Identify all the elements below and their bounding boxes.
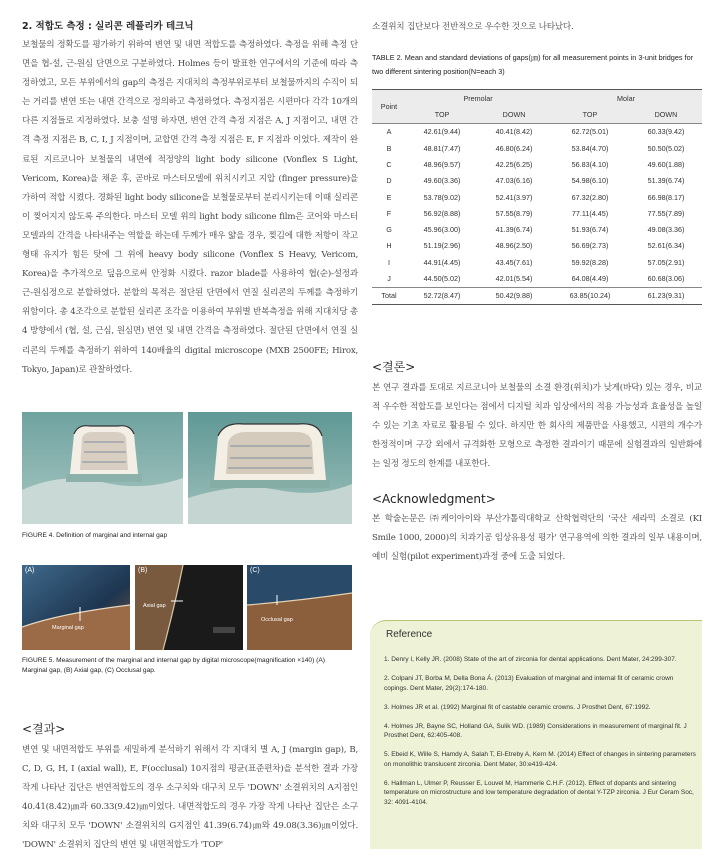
figure-5-panel-b-label: (B): [138, 567, 148, 574]
left-column: [22, 18, 358, 380]
cell: 52.61(6.34): [647, 241, 685, 251]
right-column: [372, 18, 702, 305]
table-row: [372, 221, 702, 237]
cell: 77.55(7.89): [647, 208, 685, 218]
table-2-caption: TABLE 2. Mean and standard deviations of gaps(㎛) for all measurement points in 3-unit bridges for two different sintering position(N=each 3): [372, 53, 694, 77]
cell: 48.81(7.47): [423, 143, 461, 153]
reference-item: 3. Holmes JR et al. (1992) Marginal fit of castable ceramic crowns. J Prosthet Dent, 67:1992.: [384, 703, 651, 711]
table-row: [372, 254, 702, 270]
table-row: [372, 189, 702, 205]
results-heading: <결과>: [22, 722, 66, 736]
cell: 56.69(2.73): [571, 241, 609, 251]
marginal-gap-label: Marginal gap: [52, 625, 84, 631]
cell: 45.96(3.00): [423, 225, 461, 235]
cell: 50.42(9.88): [495, 291, 533, 301]
cell: 40.41(8.42): [495, 127, 533, 137]
cell: 57.05(2.91): [647, 257, 685, 267]
occlusal-gap-micrograph: [247, 565, 352, 650]
cell: 60.68(3.06): [647, 274, 685, 283]
section-2-body: 보철물의 정확도를 평가하기 위하여 변연 및 내면 적합도를 측정하였다. 측정을 위해 측정 단면을 협-설, 근-원심 단면으로 구분하였다. Holmes 등이 발표한 연구에서의 기준에 따라 측정하였고, 모든 부위에서의 gap의 측정은 지대치의 측정부위로부터 보철물까지의 수직이 되는 거리를 변연 또는 내면 간격으로 정의하고 측정하였다. 측정지점은 시편마다 각각 10개의 다른 지점들로 지정하였다. 보충 설명 하자면, 변연 간격 측정 지점은 A, J 지점이고, 내면 간격 측정 지점은 B, C, I, J 지점이며, 교합면 간격 측정 지점은 E, F 지점과 이었다. 제작이 완료된 지르코니아 보철물의 내면에 적정양의 light body silicone (Vonflex S Light, Vericom, Korea)을 채운 후, 곧바로 마스터모델에 위치시키고 지압 (finger pressure)을 가하여 적합 시켰다. 경화된 light body silicone을 보철물로부터 분리시키는데 이때 실리콘이 찢어지지 않도록 주의한다. 마스터 모델 위의 light body silicone film은 코어와 마스터 모델과의 간격을 나타내주는 역할을 하는데 두께가 매우 얇을 경우, 찢김에 대한 저항이 작고 형태 유지가 힘든 탓에 그 위에 heavy body silicone (Vonflex S Heavy, Vericom, Korea)을 추가적으로 덮음으로써 안정화 시켰다. razor blade를 사용하여 협(순)-설정과 근-원심정으로 분할하였다. 분할의 목적은 절단된 단면에서 연질 실리콘의 두께를 측정하기 위함이다. 총 4조각으로 분할된 실리콘 조각을 이용하여 부위별 반복측정을 위해 지대치당 총 4 방향에서 (협, 설, 근심, 원심면) 변연 및 내면 간격을 측정하였다. 절단된 단면에서 연질 실리콘의 두께를 측정하기 위하여 140배율의 digital microscope (MXB 2500FE; Hirox, Tokyo, Japan)로 관찰하였다.: [22, 40, 358, 375]
axial-gap-label: Axial gap: [143, 603, 166, 609]
marginal-gap-micrograph: [22, 565, 130, 650]
total-label: Total: [381, 291, 397, 301]
cell: 48.96(9.57): [423, 159, 461, 169]
figure-4-right-image: [188, 412, 352, 524]
cell: 52.41(3.97): [495, 192, 533, 202]
cell: 66.98(8.17): [647, 192, 685, 202]
premolar-top-header: TOP: [406, 106, 478, 123]
conclusion-body: 본 연구 결과를 토대로 지르코니아 보철물의 소결 환경(위치)가 낮게(바닥) 있는 경우, 비교적 우수한 적합도를 보인다는 점에서 디지털 치과 임상에서의 적용 가능성과 효율성을 높일 수 있는 기초 자료로 활용될 수 있다. 하지만 한 회사의 제품만을 사용했고, 시편의 개수가 한정적이며 구강 외에서 규격화한 모형으로 측정한 결과이기 때문에 실험결과의 일반화에는 일정 정도의 한계를 내포한다.: [372, 383, 702, 470]
row-point: J: [387, 274, 391, 283]
premolar-cross-section-image: [22, 412, 183, 524]
cell: 48.96(2.50): [495, 241, 533, 251]
cell: 43.45(7.61): [495, 257, 533, 267]
reference-box: [370, 620, 702, 849]
reference-title: Reference: [386, 629, 433, 640]
figure-5-caption: FIGURE 5. Measurement of the marginal and internal gap by digital microscope(magnification ×140) (A) Marginal gap, (B) Axial gap, (C) Occlusal gap.: [22, 657, 325, 674]
reference-item: 1. Denry I, Kelly JR. (2008) State of the art of zirconia for dental applications. Dent Mater, 24:299-307.: [384, 656, 677, 663]
cell: 42.01(5.54): [495, 274, 533, 283]
cell: 49.60(1.88): [647, 159, 685, 169]
row-point: D: [386, 176, 392, 186]
gap-table: [372, 89, 702, 305]
cell: 67.32(2.80): [571, 192, 609, 202]
cell: 53.84(4.70): [571, 143, 609, 153]
acknowledgment-heading: <Acknowledgment>: [372, 492, 496, 506]
conclusion-heading: <결론>: [372, 360, 416, 374]
results-section: [22, 720, 358, 856]
cell: 53.78(9.02): [423, 192, 461, 202]
cell: 49.60(3.36): [423, 176, 461, 186]
reference-list: [384, 655, 696, 817]
cell: 52.72(8.47): [423, 291, 461, 301]
cell: 57.55(8.79): [495, 208, 533, 218]
row-point: C: [386, 159, 392, 169]
cell: 49.08(3.36): [647, 225, 685, 235]
cell: 42.25(6.25): [495, 159, 533, 169]
table-row: [372, 238, 702, 254]
cell: 51.39(6.74): [647, 176, 685, 186]
figure-5-panel-a-label: (A): [25, 567, 35, 574]
cell: 64.08(4.49): [571, 274, 609, 283]
cell: 54.98(6.10): [571, 176, 609, 186]
table-row: [372, 205, 702, 221]
table-row: [372, 270, 702, 287]
molar-header: Molar: [550, 90, 702, 107]
table-row: [372, 140, 702, 156]
row-point: F: [386, 208, 392, 218]
row-point: B: [386, 143, 392, 153]
reference-item: 6. Hallman L, Ulmer P, Reusser E, Louvel M, Hammerle C.H.F. (2012). Effect of dopants and sintering temperature on microstructure and low temperature degradation of dental Y-TZP zirconia. J Eur Ceram Soc, 32: 4091-4104.: [384, 779, 694, 806]
cell: 41.39(6.74): [495, 225, 533, 235]
cell: 56.92(8.88): [423, 208, 461, 218]
molar-top-header: TOP: [550, 106, 630, 123]
reference-item: 4. Holmes JR, Bayne SC, Holland GA, Sulik WD. (1989) Considerations in measurement of marginal fit. J Prosthet Dent, 62:405-408.: [384, 722, 687, 740]
conclusion-section: [372, 358, 702, 474]
cell: 59.92(8.28): [571, 257, 609, 267]
figure-5-panel-b: [135, 565, 243, 650]
table-row: [372, 123, 702, 140]
reference-item: 2. Colpani JT, Borba M, Della Bona Á. (2013) Evaluation of marginal and internal fit of ceramic crown copings. Dent Mater, 29(2):174-180.: [384, 675, 674, 692]
cell: 56.83(4.10): [571, 159, 609, 169]
premolar-down-header: DOWN: [478, 106, 550, 123]
cell: 77.11(4.45): [571, 208, 609, 218]
table-row: [372, 173, 702, 189]
acknowledgment-section: [372, 492, 702, 567]
cell: 63.85(10.24): [569, 291, 611, 301]
row-point: H: [386, 241, 392, 251]
cell: 46.80(6.24): [495, 143, 533, 153]
occlusal-gap-label: Occlusal gap: [261, 617, 293, 623]
row-point: I: [388, 257, 390, 267]
molar-down-header: DOWN: [630, 106, 702, 123]
cell: 62.72(5.01): [571, 127, 609, 137]
table-total-row: [372, 287, 702, 304]
continuation-text: 소결위치 집단보다 전반적으로 우수한 것으로 나타났다.: [372, 22, 574, 32]
figure-4-left-image: [22, 412, 183, 524]
figure-4: [22, 412, 352, 524]
row-point: G: [386, 225, 392, 235]
cell: 47.03(6.16): [495, 176, 533, 186]
cell: 60.33(9.42): [647, 127, 685, 137]
cell: 44.91(4.45): [423, 257, 461, 267]
cell: 44.50(5.02): [423, 274, 461, 283]
results-body: 변연 및 내면적합도 부위를 세밀하게 분석하기 위해서 각 지대치 별 A, J (margin gap), B, C, D, G, H, I (axial wall), E, F(occlusal) 10지점의 평균(표준편차)을 분석한 결과 가장 작게 나타난 집단은 변연적합도의 경우 소구치와 대구치 모두 'DOWN' 소결위치의 A지점인 40.41(8.42)㎛과 60.33(9.42)㎛이었다. 내면적합도의 경우 가장 작게 나타난 집단은 소구치와 대구치 모두 'DOWN' 소결위치의 G지점인 41.39(6.74)㎛와 49.08(3.36)㎛이었다. 'DOWN' 소결위치 집단의 변연 및 내면적합도가 'TOP': [22, 745, 358, 851]
cell: 51.93(6.74): [571, 225, 609, 235]
acknowledgment-body: 본 학술논문은 ㈜케이아이와 부산가톨릭대학교 산학협력단의 '국산 세라믹 소결로 (KI Smile 1000, 2000)의 치과기공 임상유용성 평가' 연구용역에 의한 결과의 일부 내용이며, 예비 실험(pilot experiment)과정 중에 도출 되었다.: [372, 514, 702, 563]
figure-5-panel-c-label: (C): [250, 567, 260, 574]
figure-4-caption: FIGURE 4. Definition of marginal and internal gap: [22, 532, 168, 539]
row-point: E: [386, 192, 392, 202]
row-point: A: [386, 127, 392, 137]
point-header: Point: [372, 90, 406, 124]
figure-5: [22, 565, 352, 650]
premolar-header: Premolar: [406, 90, 550, 107]
cell: 50.50(5.02): [647, 143, 685, 153]
reference-item: 5. Ebeid K, Wille S, Hamdy A, Salah T, El-Etreby A, Kern M. (2014) Effect of changes in sintering parameters on monolithic translucent zirconia. Dent Mater, 30:e419-424.: [384, 751, 696, 768]
figure-5-panel-a: [22, 565, 130, 650]
molar-cross-section-image: [188, 412, 352, 524]
section-2-title: 2. 적합도 측정 : 실리콘 레플리카 테크닉: [22, 21, 194, 32]
table-row: [372, 156, 702, 172]
cell: 61.23(9.31): [647, 291, 685, 301]
cell: 51.19(2.96): [423, 241, 461, 251]
figure-5-panel-c: [247, 565, 352, 650]
cell: 42.61(9.44): [423, 127, 461, 137]
